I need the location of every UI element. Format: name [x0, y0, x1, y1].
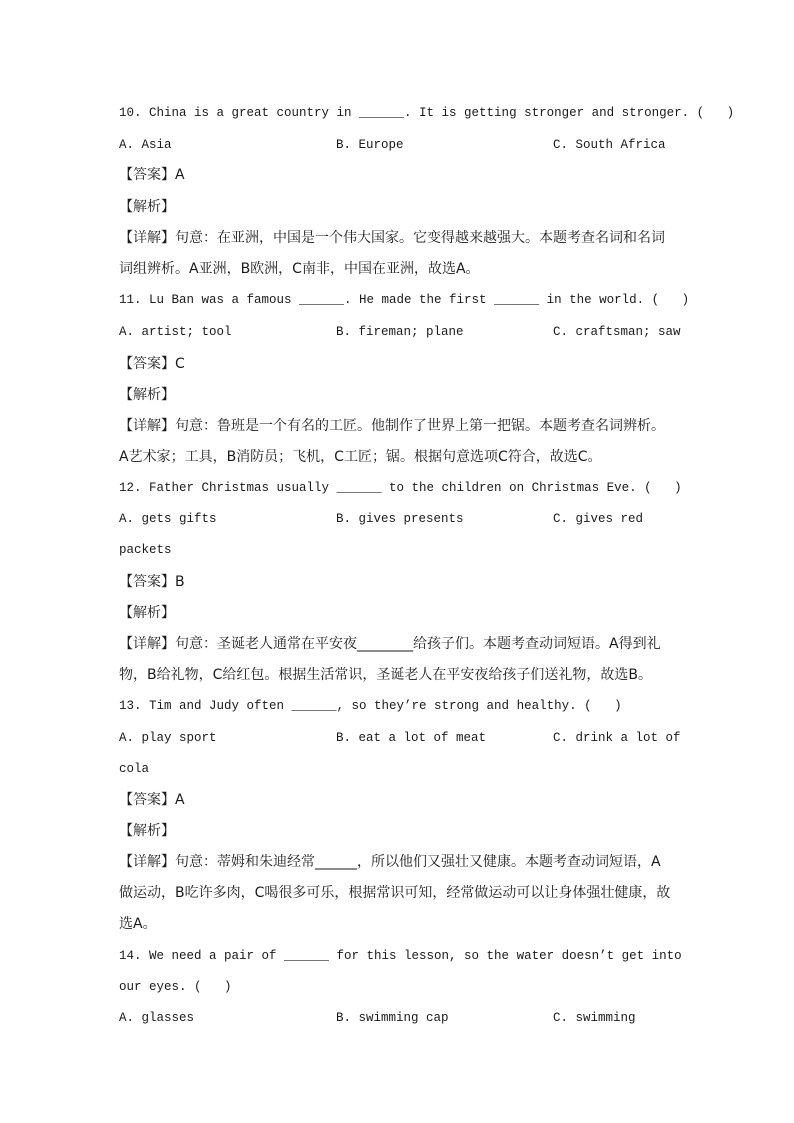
question-13-analysis-heading: 【解析】 [119, 823, 175, 839]
question-14-option-a: A. glasses [119, 1011, 195, 1025]
question-13-stem: 13. Tim and Judy often ______, so they’re strong and healthy. ( ) [119, 699, 622, 713]
question-13-detail-line-3: 选A。 [119, 916, 157, 932]
question-10-option-b: B. Europe [336, 138, 404, 152]
question-12-option-c-wrap: packets [119, 543, 172, 557]
question-11-option-c: C. craftsman; saw [553, 325, 681, 339]
question-14-option-c: C. swimming [553, 1011, 636, 1025]
question-11-analysis-heading: 【解析】 [119, 387, 175, 403]
question-13-option-c-wrap: cola [119, 762, 150, 776]
question-10-option-a: A. Asia [119, 138, 172, 152]
question-13-detail-line-2: 做运动，B吃许多肉，C喝很多可乐，根据常识可知，经常做运动可以让身体强壮健康，故 [119, 885, 671, 901]
question-12-detail-line-2: 物，B给礼物，C给红包。根据生活常识，圣诞老人在平安夜给孩子们送礼物，故选B。 [119, 667, 652, 683]
question-13-option-c: C. drink a lot of [553, 731, 681, 745]
question-11-detail-line-2: A艺术家；工具，B消防员；飞机，C工匠；锯。根据句意选项C符合，故选C。 [119, 449, 602, 465]
question-12-option-a: A. gets gifts [119, 512, 217, 526]
question-10-option-c: C. South Africa [553, 138, 666, 152]
question-11-option-b: B. fireman; plane [336, 325, 464, 339]
question-14-stem-line-1: 14. We need a pair of ______ for this lesson, so the water doesn’t get into [119, 949, 682, 963]
question-12-detail-line-1: 【详解】句意：圣诞老人通常在平安夜________给孩子们。本题考查动词短语。A得到礼 [119, 636, 661, 652]
question-12-option-c: C. gives red [553, 512, 644, 526]
question-10-answer: 【答案】A [119, 167, 185, 183]
question-10-detail-line-2: 词组辨析。A亚洲，B欧洲，C南非，中国在亚洲，故选A。 [119, 261, 480, 277]
question-10-analysis-heading: 【解析】 [119, 199, 175, 215]
question-11-detail-line-1: 【详解】句意：鲁班是一个有名的工匠。他制作了世界上第一把锯。本题考查名词辨析。 [119, 418, 665, 434]
question-12-answer: 【答案】B [119, 574, 185, 590]
question-12-option-b: B. gives presents [336, 512, 464, 526]
question-13-answer: 【答案】A [119, 792, 185, 808]
question-10-detail-line-1: 【详解】句意：在亚洲，中国是一个伟大国家。它变得越来越强大。本题考查名词和名词 [119, 230, 665, 246]
question-12-stem: 12. Father Christmas usually ______ to the children on Christmas Eve. ( ) [119, 481, 682, 495]
question-13-detail-line-1: 【详解】句意：蒂姆和朱迪经常______，所以他们又强壮又健康。本题考查动词短语，A [119, 854, 661, 870]
question-11-stem: 11. Lu Ban was a famous ______. He made the first ______ in the world. ( ) [119, 293, 690, 307]
question-11-option-a: A. artist; tool [119, 325, 232, 339]
question-12-analysis-heading: 【解析】 [119, 605, 175, 621]
question-14-option-b: B. swimming cap [336, 1011, 449, 1025]
question-11-answer: 【答案】C [119, 356, 185, 372]
question-10-stem: 10. China is a great country in ______. It is getting stronger and stronger. ( ) [119, 106, 735, 120]
question-13-option-b: B. eat a lot of meat [336, 731, 487, 745]
question-14-stem-line-2: our eyes. ( ) [119, 980, 232, 994]
question-13-option-a: A. play sport [119, 731, 217, 745]
